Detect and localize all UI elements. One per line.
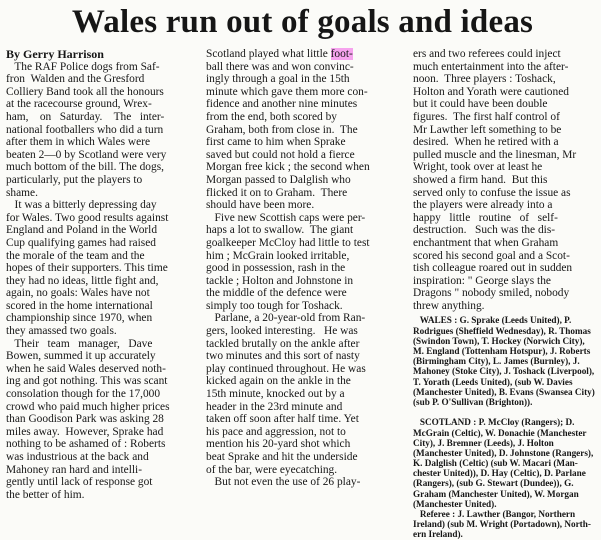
text-line: beat Sprake and hit the underside <box>206 451 358 463</box>
text-line: inspiration: " George slays the <box>413 274 551 287</box>
text-line: saved but could not hold a fierce <box>206 148 355 161</box>
text-line: fidence and another nine minutes <box>206 98 358 111</box>
text-line: the middle of the defence were <box>206 287 347 300</box>
text-line: (Birmingham City), L. James (Burnley), J. <box>413 356 580 367</box>
text-line: figures. The first half control of <box>413 110 560 123</box>
article-column-1 <box>6 48 202 501</box>
text-line: from the end, both scored by <box>206 110 337 123</box>
text-line: hopes of their supporters. This time <box>6 262 168 275</box>
article-column-2 <box>206 48 409 489</box>
text-line: enchantment that when Graham <box>413 236 559 249</box>
text-line: It was a bitterly depressing day <box>6 199 157 212</box>
text-line: England and Poland in the World <box>6 224 158 237</box>
headline: Wales run out of goals and ideas <box>71 4 534 40</box>
text-line: Referee : J. Lawther (Bangor, Northern <box>413 509 576 520</box>
text-line: the better of him. <box>6 488 85 501</box>
text-line: again, no goals: Wales have not <box>6 287 150 300</box>
text-line: but it could have been double <box>413 98 548 111</box>
text-line: gently until lack of response got <box>6 476 153 489</box>
text-line: showed a firm hand. But this <box>413 173 548 186</box>
text-line: Graham, both from close in. The <box>206 123 358 136</box>
text-line: than Goodison Park was asking 28 <box>6 413 164 426</box>
text-line: 15th minute, knocked out by a <box>206 388 345 401</box>
text-line: Wright, took over at least he <box>413 161 543 174</box>
text-line: Colliery Band took all the honours <box>6 85 164 98</box>
highlighted-line <box>206 48 409 61</box>
text-line: kicked again on the ankle in the <box>206 375 351 388</box>
text-line: scored his second goal and a Scot- <box>413 249 570 262</box>
text-line: The RAF Police dogs from Saf- <box>6 60 160 73</box>
line-lead: Scotland played what little <box>206 48 331 60</box>
text-line: two minutes and this sort of nasty <box>206 350 360 363</box>
text-line: crowd who paid much higher prices <box>6 400 170 413</box>
text-line: (Manchester United). <box>413 498 497 509</box>
text-line: ham, on Saturday. The inter- <box>6 110 165 123</box>
text-line: chester United)), D. Hay (Celtic), D. Parlane <box>413 468 586 479</box>
text-line: much bottom of the bill. The dogs, <box>6 161 164 174</box>
text-line: But not even the use of 26 play- <box>206 476 361 489</box>
text-line: happy little routine of self- <box>413 211 558 224</box>
text-line: McGrain (Celtic), W. Donachie (Manchester <box>413 427 587 438</box>
text-line: they had no ideas, little fight and, <box>6 274 159 287</box>
text-line: ern Ireland). <box>413 529 463 540</box>
text-line: pulled muscle and the linesman, Mr <box>413 148 577 161</box>
text-line: Bowen, summed it up accurately <box>6 350 156 363</box>
text-line: haps a lot to swallow. The giant <box>206 224 354 237</box>
text-line: M. England (Tottenham Hotspur), J. Roberts <box>413 346 591 357</box>
text-line: SCOTLAND : P. McCloy (Rangers); D. <box>413 417 575 428</box>
text-line: gers, looked interesting. He was <box>206 325 358 338</box>
text-line: noon. Three players : Toshack, <box>413 73 556 86</box>
article-column-3 <box>413 48 597 540</box>
text-line: WALES : G. Sprake (Leeds United), P. <box>413 315 572 326</box>
text-line: beaten 2—0 by Scotland were very <box>6 148 167 161</box>
text-line: particularly, put the players to <box>6 173 143 186</box>
text-line: tackled brutally on the ankle after <box>206 337 360 350</box>
text-line: much entertainment into the after- <box>413 60 569 73</box>
text-line: fron Walden and the Gresford <box>6 73 145 86</box>
text-line: ball there was and won convinc- <box>206 60 354 73</box>
text-line: Ireland) (sub M. Wright (Portadown), North- <box>413 519 591 530</box>
text-line: T. Yorath (Leeds United), (sub W. Davies <box>413 376 573 387</box>
team-lineups <box>413 315 597 539</box>
text-line: tackle ; Holton and Johnstone in <box>206 274 354 287</box>
text-line: K. Dalglish (Celtic) (sub W. Macari (Man- <box>413 458 578 469</box>
highlighted-word: foot- <box>330 48 353 60</box>
text-line: Mahoney (Stoke City), J. Toshack (Liverpool), <box>413 366 595 377</box>
text-line: mention his 20-yard shot which <box>206 438 351 451</box>
text-line: consolation though for the 17,000 <box>6 388 161 401</box>
text-line: for Wales. Two good results against <box>6 211 169 224</box>
text-line: Mahoney ran hard and intelli- <box>6 463 143 476</box>
text-line: Parlane, a 20-year-old from Ran- <box>206 312 366 325</box>
text-line: destruction. Such was the dis- <box>413 224 556 237</box>
text-line: simply too tough for Toshack. <box>206 299 343 312</box>
byline: By Gerry Harrison <box>6 48 104 61</box>
text-line: first came to him when Sprake <box>206 136 346 149</box>
text-line: miles away. However, Sprake had <box>6 425 164 438</box>
column-1-text <box>6 61 202 502</box>
text-line: Five new Scottish caps were per- <box>206 211 366 224</box>
text-line: ingly through a goal in the 15th <box>206 73 350 86</box>
text-line: should have been more. <box>206 199 315 212</box>
text-line <box>413 407 597 417</box>
text-line: served only to confuse the issue as <box>413 186 571 199</box>
text-line: Their team manager, Dave <box>6 337 153 350</box>
text-line: tish colleague roared out in sudden <box>413 262 573 275</box>
text-line: flicked it on to Graham. There <box>206 186 348 199</box>
text-line: Dragons " nobody smiled, nobody <box>413 287 570 300</box>
text-line: minute which gave them more con- <box>206 85 368 98</box>
column-3-text <box>413 48 597 312</box>
text-line: after them in which Wales were <box>6 136 151 149</box>
text-line: (Rangers), (sub G. Stewart (Dundee)), G. <box>413 478 574 489</box>
text-line: the players were already into a <box>413 199 553 212</box>
text-line: Mr Lawther left something to be <box>413 123 562 136</box>
text-line: Rodrigues (Sheffield Wednesday), R. Thomas <box>413 325 591 336</box>
text-line: when he said Wales deserved noth- <box>6 362 166 375</box>
text-line: (sub P. O'Sullivan (Brighton)). <box>413 396 533 407</box>
text-line: national footballers who did a turn <box>6 123 164 136</box>
text-line: (Manchester United), D. Johnstone (Rangers), <box>413 447 594 458</box>
text-line: (Manchester United), B. Evans (Swansea City) <box>413 386 595 397</box>
text-line: taken off soon after half time. Yet <box>206 413 359 426</box>
text-line: desired. When he retired with a <box>413 136 559 149</box>
text-line: ing and got nothing. This was scant <box>6 375 168 388</box>
text-line: championship since 1970, when <box>6 312 153 325</box>
text-line: they amassed two goals. <box>6 325 117 338</box>
text-line: (Swindon Town), T. Hockey (Norwich City), <box>413 335 585 346</box>
text-line: Holton and Yorath were cautioned <box>413 85 569 98</box>
text-line: Cup qualifying games had raised <box>6 236 156 249</box>
text-line: good in possession, rash in the <box>206 262 346 275</box>
text-line: at the racecourse ground, Wrex- <box>6 98 152 111</box>
text-line: him ; McGrain looked irritable, <box>206 249 350 262</box>
text-line: of the bar, were eyecatching. <box>206 463 338 476</box>
text-line: goalkeeper McCloy had little to test <box>206 236 370 249</box>
text-line: threw anything. <box>413 299 485 312</box>
text-line: the morale of the team and the <box>6 249 145 262</box>
column-2-text <box>206 61 409 489</box>
text-line: header in the 23rd minute and <box>206 400 343 413</box>
text-line: Morgan passed to Dalglish who <box>206 173 351 186</box>
text-line: play continued throughout. He was <box>206 362 366 375</box>
text-line: nothing to be ashamed of : Roberts <box>6 438 166 451</box>
text-line: scored in the home international <box>6 299 153 312</box>
text-line: shame. <box>6 186 38 199</box>
text-line: his pace and aggression, not to <box>206 425 346 438</box>
text-line: ers and two referees could inject <box>413 48 561 60</box>
text-line: Graham (Manchester United), W. Morgan <box>413 488 579 499</box>
text-line: Morgan free kick ; the second when <box>206 161 370 174</box>
text-line: was industrious at the back and <box>6 451 149 463</box>
text-line: City), J. Bremner (Leeds), J. Holton <box>413 437 554 448</box>
